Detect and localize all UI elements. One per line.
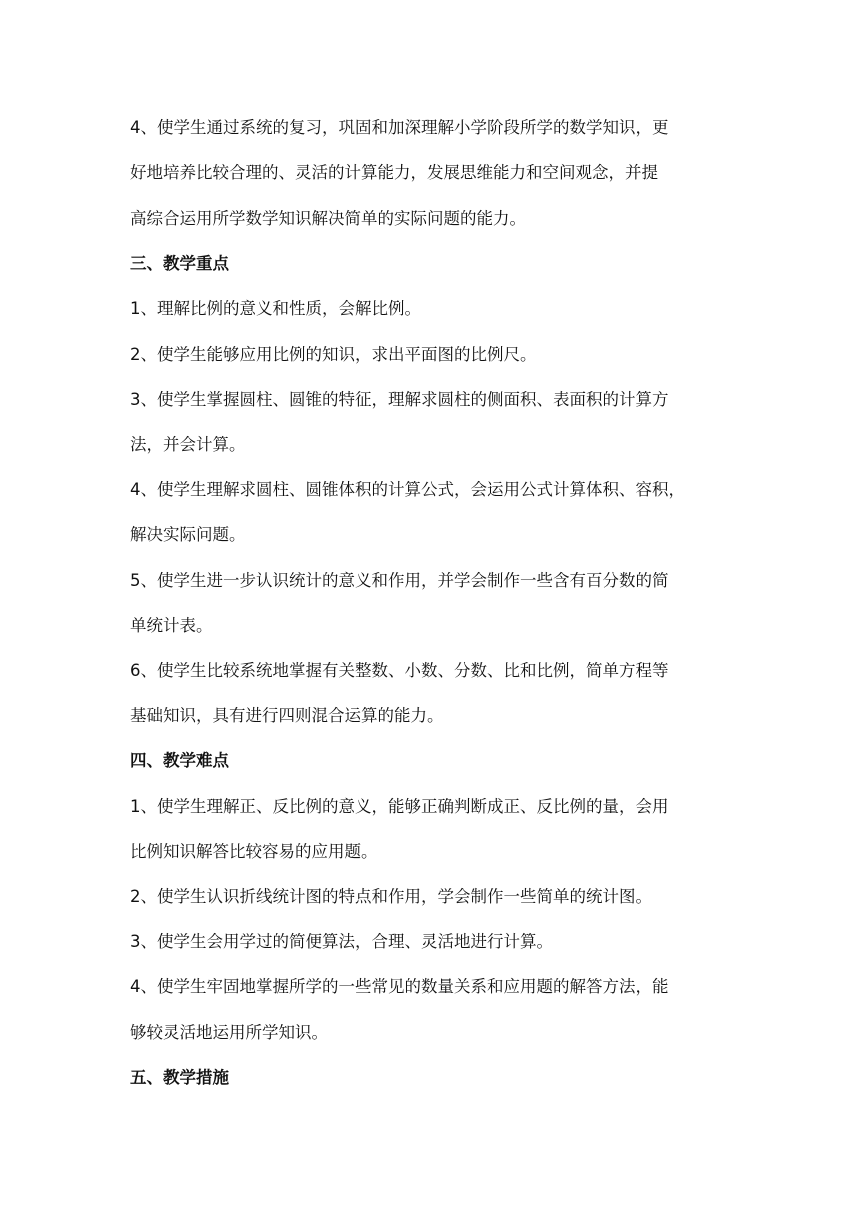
- section-heading-difficulties: 四、教学难点: [130, 751, 229, 770]
- key-point-4-line-2: 解决实际问题。: [130, 525, 246, 544]
- key-point-4-line-1: 4、使学生理解求圆柱、圆锥体积的计算公式，会运用公式计算体积、容积，: [130, 480, 685, 499]
- difficulty-4-line-1: 4、使学生牢固地掌握所学的一些常见的数量关系和应用题的解答方法，能: [130, 977, 669, 996]
- paragraph-goal-4-line-3: 高综合运用所学数学知识解决简单的实际问题的能力。: [130, 209, 526, 228]
- key-point-1: 1、理解比例的意义和性质，会解比例。: [130, 299, 421, 318]
- key-point-6-line-1: 6、使学生比较系统地掌握有关整数、小数、分数、比和比例，简单方程等: [130, 661, 669, 680]
- difficulty-2: 2、使学生认识折线统计图的特点和作用，学会制作一些简单的统计图。: [130, 887, 652, 906]
- paragraph-goal-4-line-2: 好地培养比较合理的、灵活的计算能力，发展思维能力和空间观念，并提: [130, 163, 658, 182]
- difficulty-3: 3、使学生会用学过的简便算法，合理、灵活地进行计算。: [130, 932, 553, 951]
- key-point-3-line-2: 法，并会计算。: [130, 435, 246, 454]
- key-point-5-line-1: 5、使学生进一步认识统计的意义和作用，并学会制作一些含有百分数的简: [130, 571, 669, 590]
- key-point-2: 2、使学生能够应用比例的知识，求出平面图的比例尺。: [130, 345, 537, 364]
- key-point-6-line-2: 基础知识，具有进行四则混合运算的能力。: [130, 706, 444, 725]
- paragraph-goal-4-line-1: 4、使学生通过系统的复习，巩固和加深理解小学阶段所学的数学知识，更: [130, 118, 669, 137]
- section-heading-measures: 五、教学措施: [130, 1068, 229, 1087]
- difficulty-1-line-1: 1、使学生理解正、反比例的意义，能够正确判断成正、反比例的量，会用: [130, 797, 669, 816]
- section-heading-key-points: 三、教学重点: [130, 254, 229, 273]
- key-point-5-line-2: 单统计表。: [130, 616, 213, 635]
- difficulty-1-line-2: 比例知识解答比较容易的应用题。: [130, 842, 378, 861]
- difficulty-4-line-2: 够较灵活地运用所学知识。: [130, 1023, 328, 1042]
- key-point-3-line-1: 3、使学生掌握圆柱、圆锥的特征，理解求圆柱的侧面积、表面积的计算方: [130, 390, 669, 409]
